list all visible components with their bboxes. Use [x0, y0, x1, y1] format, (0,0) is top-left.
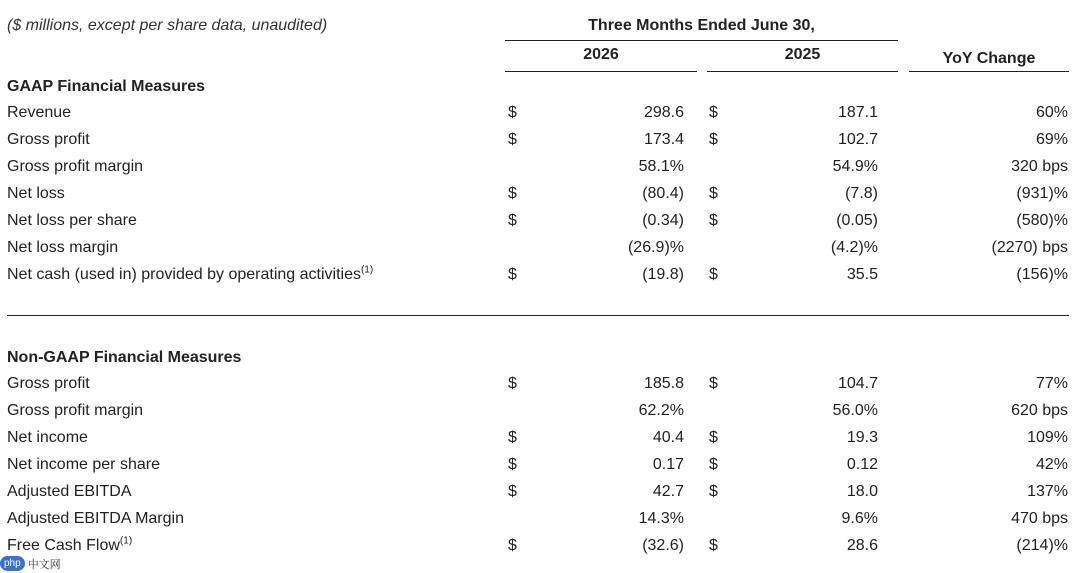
row-label — [7, 428, 88, 448]
value-2026: 0.17 — [652, 456, 684, 473]
row-label-text: Gross profit — [7, 131, 90, 148]
col-yoy-rule — [909, 71, 1069, 72]
gaap-section-title: GAAP Financial Measures — [7, 78, 205, 95]
yoy-change: (156)% — [1016, 266, 1068, 283]
footnote-marker: (1) — [360, 264, 374, 276]
value-2026: 42.7 — [652, 483, 684, 500]
value-2026: 298.6 — [643, 104, 684, 121]
value-2026: (26.9)% — [627, 239, 684, 256]
table-row — [0, 181, 1080, 208]
currency-2025: $ — [709, 131, 718, 148]
value-2025: 19.3 — [846, 429, 878, 446]
watermark-logo: php — [0, 556, 25, 571]
period-header: Three Months Ended June 30, — [588, 17, 815, 34]
row-label — [7, 374, 90, 394]
table-row — [0, 452, 1080, 479]
currency-2025: $ — [709, 212, 718, 229]
row-label — [7, 401, 143, 421]
yoy-change: 42% — [1035, 456, 1068, 473]
value-2026: (80.4) — [642, 185, 684, 202]
watermark — [0, 554, 61, 573]
period-rule — [505, 40, 898, 41]
currency-2026: $ — [508, 185, 517, 202]
value-2025: 9.6% — [841, 510, 878, 527]
value-2026: 58.1% — [638, 158, 684, 175]
yoy-change: (931)% — [1016, 185, 1068, 202]
row-label — [7, 482, 132, 502]
table-row — [0, 235, 1080, 262]
table-row — [0, 100, 1080, 127]
value-2025: (4.2)% — [830, 239, 878, 256]
table-row — [0, 371, 1080, 398]
yoy-change: 77% — [1035, 375, 1068, 392]
units-note: ($ millions, except per share data, unaudited) — [7, 17, 328, 34]
table-row — [0, 127, 1080, 154]
value-2025: 0.12 — [846, 456, 878, 473]
value-2026: 40.4 — [652, 429, 684, 446]
row-label-text: Gross profit margin — [7, 402, 144, 419]
value-2026: 62.2% — [638, 402, 684, 419]
yoy-change: (214)% — [1016, 537, 1068, 554]
table-row — [0, 506, 1080, 533]
table-row — [0, 533, 1080, 560]
table-row — [0, 398, 1080, 425]
col-2025-rule — [707, 71, 898, 72]
table-row — [0, 479, 1080, 506]
yoy-change: 620 bps — [1011, 402, 1068, 419]
yoy-change: 470 bps — [1011, 510, 1068, 527]
col-2026-header: 2026 — [583, 46, 619, 63]
yoy-change: (580)% — [1016, 212, 1068, 229]
value-2025: 56.0% — [832, 402, 878, 419]
row-label — [7, 238, 118, 258]
row-label — [7, 536, 132, 556]
value-2026: 173.4 — [643, 131, 684, 148]
currency-2025: $ — [709, 104, 718, 121]
currency-2025: $ — [709, 483, 718, 500]
currency-2026: $ — [508, 429, 517, 446]
row-label-text: Net loss per share — [7, 212, 137, 229]
value-2025: (7.8) — [845, 185, 878, 202]
currency-2025: $ — [709, 537, 718, 554]
row-label-text: Net income — [7, 429, 88, 446]
row-label-text: Adjusted EBITDA — [7, 483, 132, 500]
row-label — [7, 157, 143, 177]
col-2026-rule — [505, 71, 697, 72]
value-2025: 54.9% — [832, 158, 878, 175]
row-label-text: Net income per share — [7, 456, 160, 473]
value-2025: 104.7 — [837, 375, 878, 392]
section-divider — [7, 315, 1069, 316]
value-2026: (32.6) — [642, 537, 684, 554]
yoy-change: (2270) bps — [991, 239, 1068, 256]
table-row — [0, 208, 1080, 235]
value-2026: 185.8 — [643, 375, 684, 392]
currency-2026: $ — [508, 537, 517, 554]
currency-2026: $ — [508, 483, 517, 500]
footnote-marker: (1) — [119, 535, 133, 547]
row-label-text: Gross profit margin — [7, 158, 144, 175]
currency-2026: $ — [508, 212, 517, 229]
row-label — [7, 455, 160, 475]
row-label-text: Gross profit — [7, 375, 90, 392]
col-2025-header: 2025 — [784, 46, 821, 63]
row-label-text: Free Cash Flow — [7, 537, 120, 554]
table-row — [0, 154, 1080, 181]
currency-2026: $ — [508, 456, 517, 473]
row-label-text: Adjusted EBITDA Margin — [7, 510, 184, 527]
yoy-change: 137% — [1027, 483, 1068, 500]
currency-2025: $ — [709, 185, 718, 202]
watermark-text: 中文网 — [27, 558, 61, 571]
value-2025: 187.1 — [837, 104, 878, 121]
row-label — [7, 184, 65, 204]
yoy-change: 60% — [1035, 104, 1068, 121]
currency-2026: $ — [508, 375, 517, 392]
value-2026: 14.3% — [638, 510, 684, 527]
table-row — [0, 425, 1080, 452]
row-label — [7, 509, 184, 529]
nongaap-section-title: Non-GAAP Financial Measures — [7, 349, 242, 366]
row-label-text: Revenue — [7, 104, 72, 121]
value-2025: (0.05) — [836, 212, 878, 229]
value-2025: 102.7 — [837, 131, 878, 148]
currency-2026: $ — [508, 104, 517, 121]
currency-2025: $ — [709, 429, 718, 446]
value-2025: 18.0 — [846, 483, 878, 500]
currency-2026: $ — [508, 131, 517, 148]
row-label-text: Net cash (used in) provided by operating activities — [7, 266, 361, 283]
value-2025: 35.5 — [846, 266, 878, 283]
value-2026: (19.8) — [642, 266, 684, 283]
row-label-text: Net loss margin — [7, 239, 119, 256]
value-2025: 28.6 — [846, 537, 878, 554]
currency-2025: $ — [709, 266, 718, 283]
currency-2025: $ — [709, 456, 718, 473]
yoy-change: 69% — [1035, 131, 1068, 148]
col-yoy-header: YoY Change — [942, 50, 1036, 67]
row-label — [7, 130, 90, 150]
currency-2025: $ — [709, 375, 718, 392]
value-2026: (0.34) — [642, 212, 684, 229]
row-label-text: Net loss — [7, 185, 65, 202]
row-label — [7, 211, 137, 231]
currency-2026: $ — [508, 266, 517, 283]
row-label — [7, 265, 373, 285]
row-label — [7, 103, 71, 123]
yoy-change: 109% — [1027, 429, 1068, 446]
yoy-change: 320 bps — [1011, 158, 1068, 175]
table-row — [0, 262, 1080, 289]
